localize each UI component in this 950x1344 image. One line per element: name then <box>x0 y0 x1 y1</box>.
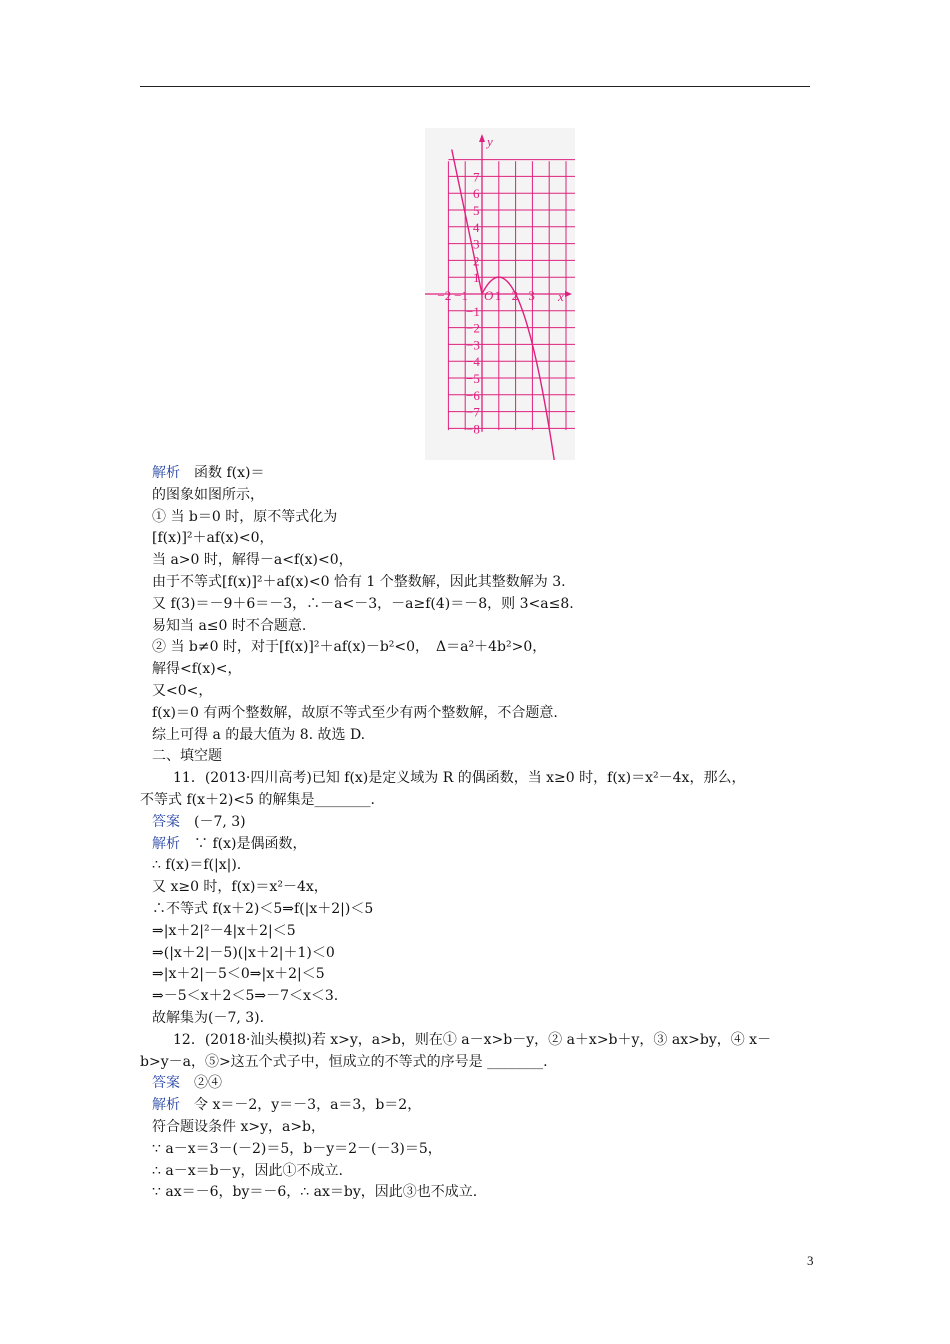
y-tick-label: 6 <box>473 186 480 202</box>
x-tick-label: 1 <box>494 288 502 303</box>
line-text: 当 a>0 时，解得－a<f(x)<0， <box>152 552 353 569</box>
text-line <box>152 1139 812 1161</box>
text-line <box>152 659 812 681</box>
y-axis-label: y <box>487 134 493 149</box>
text-line <box>152 1117 812 1139</box>
question-12 <box>152 1030 812 1052</box>
line-text: 又 f(3)＝－9＋6＝－3，∴－a<－3，－a≥f(4)＝－8，则 3<a≤8. <box>152 595 574 612</box>
answer-line <box>152 812 812 834</box>
line-text: 故解集为(－7, 3). <box>152 1009 265 1026</box>
text-line <box>152 594 812 616</box>
y-tick-label: −5 <box>466 371 480 386</box>
text-line <box>152 1182 812 1204</box>
line-text: [f(x)]²＋af(x)<0， <box>152 530 274 547</box>
line-text: 的图象如图所示， <box>152 486 264 503</box>
line-text: ⇒|x＋2|－5＜0⇒|x＋2|＜5 <box>152 966 325 983</box>
text-line <box>152 964 812 986</box>
text-line <box>140 790 812 812</box>
text-line <box>152 616 812 638</box>
text-line <box>152 572 812 594</box>
line-text: 函数 f(x)＝ <box>180 465 265 481</box>
function-graph-figure <box>425 128 575 460</box>
origin-label: O <box>484 288 494 303</box>
y-tick-label: 1 <box>473 270 480 286</box>
y-tick-label: −2 <box>466 320 480 336</box>
y-tick-label: 2 <box>473 253 480 269</box>
text-line <box>152 703 812 725</box>
line-text: 11．(2013·四川高考)已知 f(x)是定义域为 R 的偶函数，当 x≥0 时，f(x)＝x²－4x，那么， <box>173 770 746 787</box>
y-tick-label: 5 <box>473 203 480 218</box>
page-number: 3 <box>807 1253 814 1268</box>
line-text: f(x)＝0 有两个整数解，故原不等式至少有两个整数解，不合题意. <box>152 704 558 721</box>
text-line <box>152 986 812 1008</box>
line-text: 不等式 f(x＋2)<5 的解集是________. <box>140 791 375 808</box>
label: 答案 <box>152 1075 180 1092</box>
line-text: 又 x≥0 时，f(x)＝x²－4x， <box>152 879 328 896</box>
text-line <box>152 637 812 659</box>
line-text: b>y－a，⑤>这五个式子中，恒成立的不等式的序号是 ________. <box>140 1053 548 1070</box>
line-text: ① 当 b＝0 时，原不等式化为 <box>152 508 338 525</box>
line-text: ⇒|x＋2|²－4|x＋2|＜5 <box>152 922 296 939</box>
line-text: 令 x＝－2，y＝－3，a＝3，b＝2， <box>180 1097 422 1114</box>
line-text: ∵ ax＝－6，by＝－6，∴ ax＝by，因此③也不成立. <box>152 1184 478 1201</box>
text-line <box>152 681 812 703</box>
solution-text <box>140 463 812 1204</box>
line-text: 二、填空题 <box>152 748 222 765</box>
text-line <box>152 550 812 572</box>
text-line <box>152 1008 812 1030</box>
answer-line <box>152 1073 812 1095</box>
y-tick-label: −6 <box>466 387 480 403</box>
line-text: ∵ f(x)是偶函数， <box>180 835 307 852</box>
line-text: ⇒(|x＋2|－5)(|x＋2|＋1)＜0 <box>152 944 335 961</box>
label: 解析 <box>152 1097 180 1114</box>
y-tick-label: −7 <box>466 404 480 420</box>
line-text: ∴ a－x＝b－y，因此①不成立. <box>152 1162 343 1179</box>
x-axis-label: x <box>558 289 564 304</box>
text-line <box>152 1161 812 1183</box>
y-tick-label: 4 <box>473 219 480 235</box>
x-axis-arrow <box>565 291 572 297</box>
analysis-line <box>152 1095 812 1117</box>
y-tick-label: −8 <box>466 421 480 437</box>
line-text: 易知当 a≤0 时不合题意. <box>152 617 307 634</box>
x-tick-label: −1 <box>454 288 469 303</box>
question-11 <box>152 768 812 790</box>
text-line <box>152 528 812 550</box>
text-line <box>152 485 812 507</box>
line-text: 12．(2018·汕头模拟)若 x>y，a>b，则在① a－x>b－y，② a＋x>b＋y，③ ax>by，④ x－ <box>173 1031 772 1048</box>
line-text: ② 当 b≠0 时，对于[f(x)]²＋af(x)－b²<0， Δ＝a²＋4b²>0， <box>152 639 547 656</box>
text-line <box>152 725 812 747</box>
text-line <box>152 463 812 485</box>
label: 解析 <box>152 835 180 852</box>
line-text: (－7, 3) <box>180 813 246 830</box>
line-text: ∵ a－x＝3－(－2)＝5，b－y＝2－(－3)＝5， <box>152 1140 442 1157</box>
section-heading <box>152 746 812 768</box>
line-text: 解得<f(x)<， <box>152 661 242 678</box>
x-tick-label: 2 <box>511 288 519 303</box>
x-tick-label: −2 <box>437 288 452 303</box>
line-text: ∴ f(x)＝f(|x|). <box>152 857 242 874</box>
line-text: ∴不等式 f(x＋2)＜5⇒f(|x＋2|)＜5 <box>152 900 374 917</box>
function-graph <box>425 128 575 460</box>
line-text: 符合题设条件 x>y，a>b， <box>152 1118 326 1135</box>
line-text: 综上可得 a 的最大值为 8. 故选 D. <box>152 726 366 743</box>
text-line <box>152 943 812 965</box>
text-line <box>152 855 812 877</box>
analysis-line <box>152 834 812 856</box>
line-text: ⇒－5＜x＋2＜5⇒－7＜x＜3. <box>152 988 339 1005</box>
y-tick-label: 3 <box>473 236 480 252</box>
text-line <box>140 1052 812 1074</box>
text-line <box>152 899 812 921</box>
y-axis-arrow <box>479 134 485 142</box>
line-text: 由于不等式[f(x)]²＋af(x)<0 恰有 1 个整数解，因此其整数解为 3. <box>152 573 566 590</box>
x-tick-label: 3 <box>528 288 535 303</box>
text-line <box>152 877 812 899</box>
y-tick-label: 7 <box>473 169 480 185</box>
label: 答案 <box>152 813 180 830</box>
text-line <box>152 921 812 943</box>
y-tick-label: −4 <box>466 354 480 370</box>
text-line <box>152 507 812 529</box>
y-tick-label: −1 <box>466 303 480 319</box>
line-text: 又<0<， <box>152 682 213 699</box>
line-text: ②④ <box>180 1075 222 1092</box>
y-tick-label: −3 <box>466 337 480 353</box>
header-rule <box>140 86 810 87</box>
label: 解析 <box>152 465 180 481</box>
